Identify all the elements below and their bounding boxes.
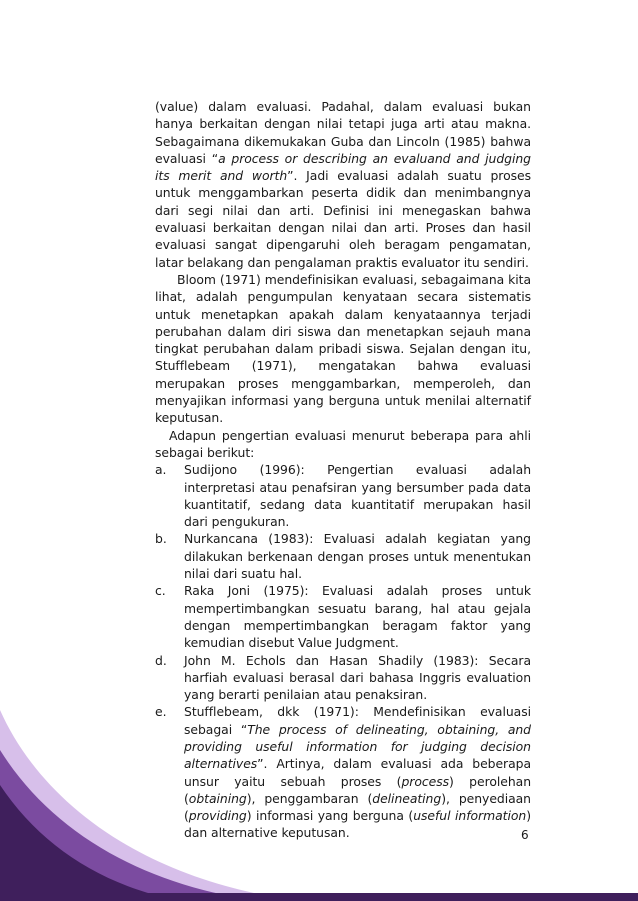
stufflebeam-quote: The process of delineating, obtaining, and providing useful information for judging decision alternatives [184,721,531,772]
bottom-bar [0,893,638,901]
term-providing: providing [188,808,247,824]
list-item-text: Stufflebeam, dkk (1971): Mendefinisikan evaluasi sebagai “ [184,704,531,737]
guba-lincoln-quote: a process or describing an evaluand and judging its merit and worth [155,150,531,184]
paragraph-1-text-b: ”. Jadi evaluasi adalah suatu proses untuk menggambarkan peserta didik dan menimbangnya dari segi nilai dan arti. Definisi ini menegaskan bahwa evaluasi berkaitan dengan nilai dan arti. Proses dan hasil evaluasi sangat dipengaruhi oleh beragam pengamatan, latar belakang dan pengalaman praktis evaluator itu sendiri. [155,168,531,270]
list-marker: d. [155,652,167,668]
list-item-text: Nurkancana (1983): Evaluasi adalah kegiatan yang dilakukan berkenaan dengan proses untuk menentukan nilai dari suatu hal. [184,531,531,582]
term-useful-information: useful information [413,808,527,824]
list-marker: e. [155,704,167,720]
term-process: process [401,773,450,789]
paragraph-3: Adapun pengertian evaluasi menurut beberapa para ahli sebagai berikut: [155,427,531,460]
term-delineating: delineating [372,790,442,806]
list-item-text: ) perolehan ( [184,773,531,806]
term-obtaining: obtaining [188,790,247,806]
list-item-text: ), penyediaan ( [184,790,531,824]
paragraph-2: Bloom (1971) mendefinisikan evaluasi, sebagaimana kita lihat, adalah pengumpulan kenyataan secara sistematis untuk menetapkan apakah dalam kenyataannya terjadi perubahan dalam diri siswa dan menetapkan sejauh mana tingkat perubahan dalam pribadi siswa. Sejalan dengan itu, Stufflebeam (1971), mengatakan bahwa evaluasi merupakan proses menggambarkan, memperoleh, dan menyajikan informasi yang berguna untuk menilai alternatif keputusan. [155,271,531,426]
paragraph-1-text-a: (value) dalam evaluasi. Padahal, dalam evaluasi bukan hanya berkaitan dengan nilai tetapi juga arti atau makna. Sebagaimana dikemukakan Guba dan Lincoln (1985) bahwa evaluasi “ [155,99,531,166]
list-item-text: John M. Echols dan Hasan Shadily (1983): Secara harfiah evaluasi berasal dari bahasa Inggris evaluation yang berarti penilaian atau penaksiran. [184,652,531,703]
list-item-text: Raka Joni (1975): Evaluasi adalah proses untuk mempertimbangkan sesuatu barang, hal atau gejala dengan mempertimbangkan beragam faktor yang kemudian disebut Value Judgment. [184,583,531,651]
list-marker: b. [155,531,167,547]
list-item-text: ) dan alternative keputusan. [184,808,531,841]
list-item-text: ), penggambaran ( [246,790,373,806]
list-item-text: ) informasi yang berguna ( [246,808,414,824]
list-item-text: Sudijono (1996): Pengertian evaluasi adalah interpretasi atau penafsiran yang bersumber pada data kuantitatif, sedang data kuantitatif merupakan hasil dari pengukuran. [184,462,531,530]
page-number: 6 [521,828,529,842]
list-marker: a. [155,462,167,478]
list-marker: c. [155,583,166,599]
list-item-text: ”. Artinya, dalam evaluasi ada beberapa unsur yaitu sebuah proses ( [184,756,531,789]
